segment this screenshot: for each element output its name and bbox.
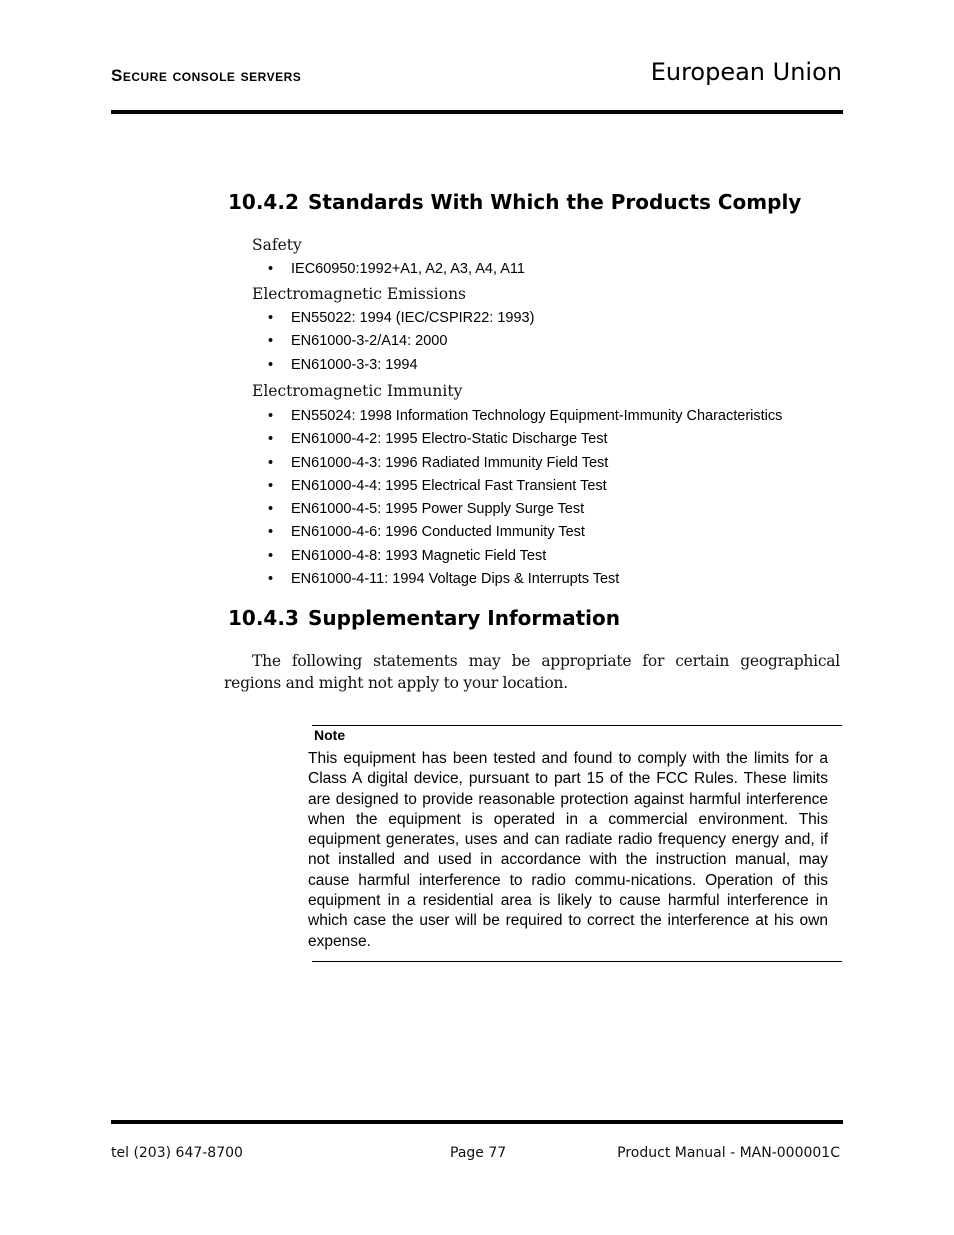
supplementary-paragraph: The following statements may be appropriate for certain geographical regions and might not apply to your location. [224, 652, 840, 692]
footer-phone: tel (203) 647-8700 [111, 1145, 243, 1161]
note-bottom-rule [312, 961, 842, 962]
section-number: 10.4.3 [228, 606, 299, 630]
section-title: Supplementary Information [308, 606, 620, 630]
list-item: • EN61000-4-8: 1993 Magnetic Field Test [268, 545, 782, 568]
running-header-title: Secure console servers [111, 66, 302, 85]
safety-list [268, 258, 525, 281]
footer-page-number: Page 77 [450, 1145, 507, 1161]
list-item: • EN61000-4-11: 1994 Voltage Dips & Interrupts Test [268, 568, 782, 591]
footer-rule [111, 1120, 843, 1124]
chapter-title: European Union [650, 58, 842, 86]
list-item: • EN61000-4-6: 1996 Conducted Immunity Test [268, 521, 782, 544]
group-label-immunity: Electromagnetic Immunity [252, 382, 463, 400]
emissions-list [268, 307, 534, 377]
note-title: Note [314, 727, 346, 743]
note-body: This equipment has been tested and found to comply with the limits for a Class A digital device, pursuant to part 15 of the FCC Rules. These limits are designed to provide reasonable protection against harmful interference when the equipment is operated in a commercial environment. This equipment generates, uses and can radiate radio frequency energy and, if not installed and used in accordance with the instruction manual, may cause harmful interference to radio commu-nications. Operation of this equipment in a residential area is likely to cause harmful interference in which case the user will be required to correct the interference at his own expense. [308, 750, 828, 950]
list-item: • EN61000-4-5: 1995 Power Supply Surge Test [268, 498, 782, 521]
list-item: • EN55022: 1994 (IEC/CSPIR22: 1993) [268, 307, 534, 330]
list-item: • IEC60950:1992+A1, A2, A3, A4, A11 [268, 258, 525, 281]
note-top-rule [312, 725, 842, 726]
list-item: • EN61000-4-4: 1995 Electrical Fast Transient Test [268, 475, 782, 498]
list-item: • EN61000-3-3: 1994 [268, 354, 534, 377]
section-heading-supplementary [228, 606, 620, 630]
section-number: 10.4.2 [228, 190, 299, 214]
list-item: • EN61000-4-3: 1996 Radiated Immunity Field Test [268, 452, 782, 475]
header-rule [111, 110, 843, 114]
immunity-list [268, 405, 782, 591]
group-label-emissions: Electromagnetic Emissions [252, 285, 467, 303]
list-item: • EN61000-3-2/A14: 2000 [268, 330, 534, 353]
group-label-safety: Safety [252, 236, 302, 254]
section-title: Standards With Which the Products Comply [308, 190, 802, 214]
footer-manual-id: Product Manual - MAN-000001C [617, 1145, 840, 1161]
section-heading-standards [228, 190, 801, 214]
list-item: • EN55024: 1998 Information Technology Equipment-Immunity Characteristics [268, 405, 782, 428]
list-item: • EN61000-4-2: 1995 Electro-Static Discharge Test [268, 428, 782, 451]
